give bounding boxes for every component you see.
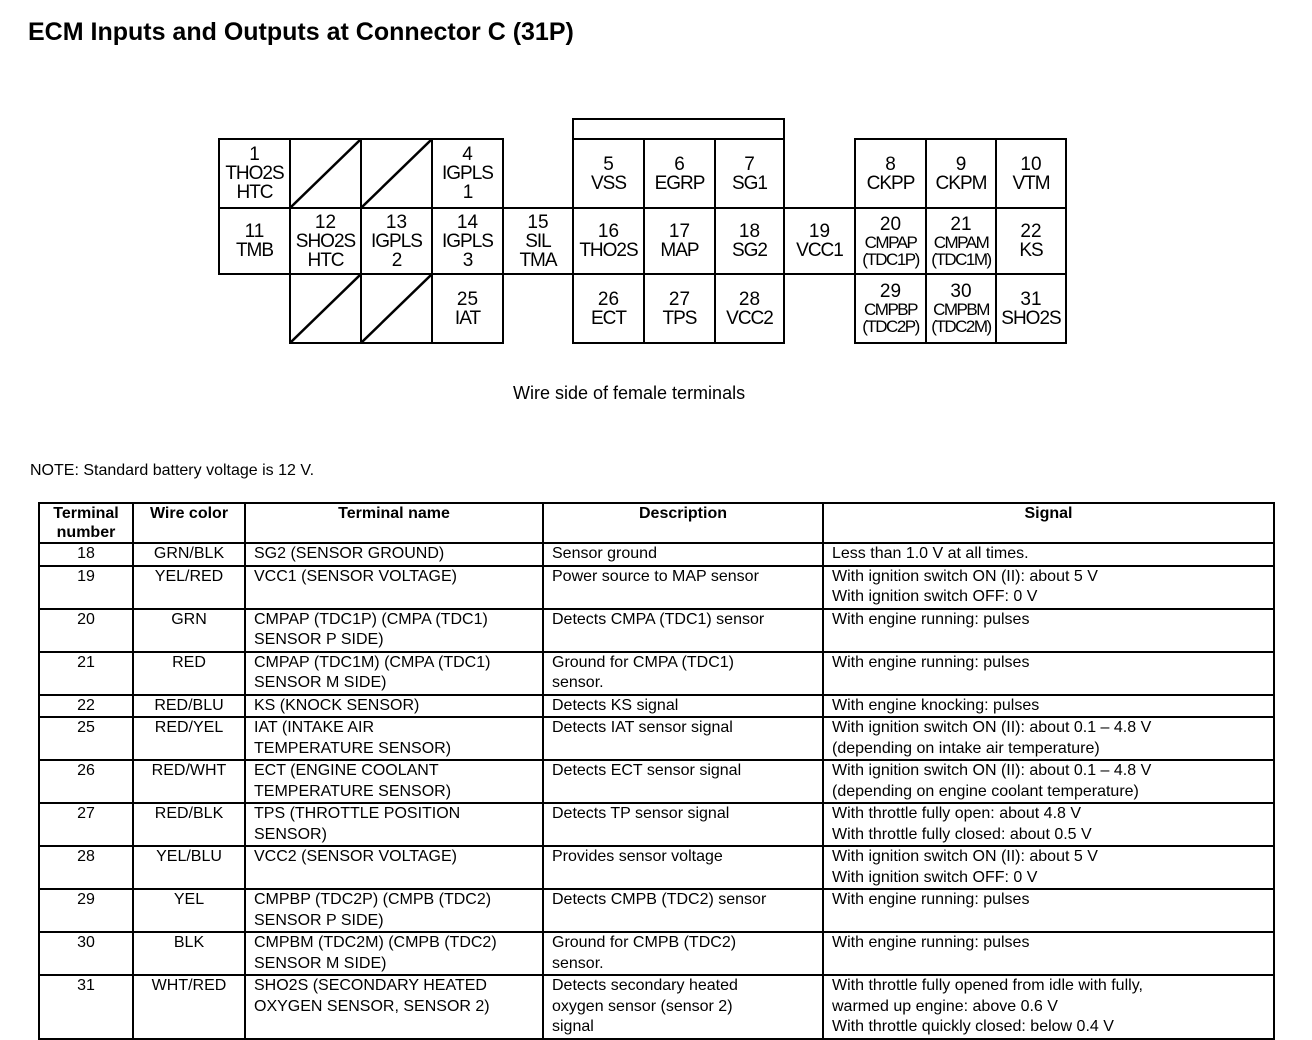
signal-cell-line: With engine running: pulses	[832, 934, 1030, 951]
terminal-number-cell: 18	[39, 543, 133, 566]
table-row	[39, 760, 1274, 803]
signal-cell-line: With engine knocking: pulses	[832, 696, 1040, 714]
blank-cavity	[289, 138, 362, 209]
terminal-27	[643, 273, 716, 344]
terminal-number: 30	[950, 281, 972, 302]
terminal-name-cell-line: SENSOR P SIDE)	[254, 631, 384, 648]
connector-key	[572, 118, 785, 140]
table-row	[39, 543, 1274, 566]
terminal-number: 9	[955, 153, 967, 175]
terminal-number-cell: 30	[39, 932, 133, 975]
terminal-number: 18	[738, 221, 761, 242]
note-text: NOTE: Standard battery voltage is 12 V.	[30, 462, 315, 479]
terminal-label: CMPBP	[864, 300, 917, 319]
terminal-number: 4	[462, 144, 473, 165]
terminal-number: 27	[668, 288, 691, 310]
signal-cell	[823, 846, 1274, 889]
terminal-name-cell	[245, 932, 543, 975]
signal-cell-line: With ignition switch OFF: 0 V	[832, 868, 1038, 886]
description-cell	[543, 846, 823, 889]
table-row	[39, 695, 1274, 718]
terminal-number-cell: 19	[39, 566, 133, 609]
terminal-number: 1	[249, 144, 260, 165]
terminal-name-cell-line: CMPAP (TDC1M) (CMPA (TDC1)	[254, 653, 491, 671]
terminal-11	[218, 207, 291, 275]
description-cell-line: signal	[552, 1018, 594, 1035]
column-header-wire-color: Wire color	[133, 503, 245, 543]
terminal-number-cell: 26	[39, 760, 133, 803]
terminal-name-cell	[245, 803, 543, 846]
signal-cell	[823, 760, 1274, 803]
terminal-number-cell: 22	[39, 695, 133, 718]
terminal-label: HTC	[307, 249, 344, 271]
signal-cell	[823, 695, 1274, 718]
terminal-number-cell: 21	[39, 652, 133, 695]
terminal-label: EGRP	[654, 172, 705, 194]
wire-color-cell: YEL/BLU	[133, 846, 245, 889]
terminal-31	[995, 273, 1067, 344]
signal-cell-line: With engine running: pulses	[832, 891, 1030, 908]
terminal-label: TMB	[235, 240, 274, 261]
terminal-number-cell: 28	[39, 846, 133, 889]
terminal-number: 15	[527, 211, 549, 233]
terminal-label: CKPP	[866, 172, 915, 194]
terminal-name-cell-line: VCC2 (SENSOR VOLTAGE)	[254, 848, 457, 865]
description-cell-line: Ground for CMPA (TDC1)	[552, 653, 734, 671]
terminal-1	[218, 138, 291, 209]
terminal-number-cell: 25	[39, 717, 133, 760]
terminal-name-cell-line: ECT (ENGINE COOLANT	[254, 762, 439, 779]
terminal-label: CMPBM	[933, 300, 989, 319]
terminal-30	[925, 273, 997, 344]
description-cell	[543, 932, 823, 975]
terminal-name-cell	[245, 889, 543, 932]
signal-cell-line: With ignition switch ON (II): about 0.1 – 4.8 V	[832, 762, 1152, 779]
signal-cell-line: With throttle fully opened from idle with fully,	[832, 977, 1143, 994]
terminal-label: CKPM	[935, 172, 987, 194]
signal-cell	[823, 889, 1274, 932]
description-cell	[543, 609, 823, 652]
terminal-name-cell	[245, 609, 543, 652]
table-row	[39, 652, 1274, 695]
terminal-name-cell-line: CMPBP (TDC2P) (CMPB (TDC2)	[254, 891, 492, 908]
column-header-signal: Signal	[823, 503, 1274, 543]
terminal-label: 1	[462, 182, 473, 203]
terminal-name-cell-line: TPS (THROTTLE POSITION	[254, 805, 461, 822]
signal-cell-line: With throttle fully open: about 4.8 V	[832, 805, 1082, 822]
terminal-9	[925, 138, 997, 209]
signal-cell	[823, 652, 1274, 695]
description-cell-line: Power source to MAP sensor	[552, 567, 759, 585]
column-header-terminal-name: Terminal name	[245, 503, 543, 543]
terminal-label: MAP	[660, 240, 699, 261]
description-cell	[543, 760, 823, 803]
terminal-name-cell-line: TEMPERATURE SENSOR)	[254, 782, 452, 800]
table-row	[39, 566, 1274, 609]
signal-cell	[823, 543, 1274, 566]
terminal-label: TPS	[662, 307, 697, 329]
terminal-number: 5	[603, 153, 614, 175]
terminal-number: 13	[385, 211, 408, 233]
terminal-label: SIL	[525, 230, 551, 252]
terminal-name-cell-line: SHO2S (SECONDARY HEATED	[254, 977, 487, 994]
terminal-label: TMA	[519, 249, 557, 271]
terminal-label: (TDC1P)	[862, 249, 919, 269]
terminal-name-cell-line: SENSOR P SIDE)	[254, 911, 384, 929]
description-cell-line: Detects CMPA (TDC1) sensor	[552, 610, 765, 628]
terminal-number: 14	[456, 211, 479, 233]
wire-color-cell: YEL/RED	[133, 566, 245, 609]
wire-color-cell: GRN/BLK	[133, 543, 245, 566]
terminal-16	[572, 207, 645, 275]
terminal-number: 22	[1020, 221, 1042, 242]
terminal-number: 16	[597, 221, 620, 242]
terminal-number-cell: 20	[39, 609, 133, 652]
terminal-number: 8	[885, 153, 896, 175]
terminal-5	[572, 138, 645, 209]
terminal-label: VTM	[1012, 172, 1050, 194]
terminal-name-cell	[245, 652, 543, 695]
terminal-number: 19	[808, 221, 831, 242]
description-cell	[543, 717, 823, 760]
terminal-number: 29	[879, 281, 902, 302]
wire-color-cell: RED/WHT	[133, 760, 245, 803]
terminal-4	[431, 138, 504, 209]
signal-cell-line: With engine running: pulses	[832, 610, 1030, 628]
blank-cavity	[289, 273, 362, 344]
description-cell-line: Detects CMPB (TDC2) sensor	[552, 891, 767, 908]
terminal-label: KS	[1019, 240, 1043, 261]
description-cell-line: Detects secondary heated	[552, 977, 738, 994]
terminal-name-cell-line: TEMPERATURE SENSOR)	[254, 739, 452, 757]
description-cell-line: Detects IAT sensor signal	[552, 719, 733, 736]
wire-color-cell: RED	[133, 652, 245, 695]
terminal-label: 3	[462, 249, 473, 271]
signal-cell-line: Less than 1.0 V at all times.	[832, 545, 1029, 562]
signal-cell	[823, 609, 1274, 652]
wire-color-cell: BLK	[133, 932, 245, 975]
description-cell-line: Detects ECT sensor signal	[552, 762, 742, 779]
table-row	[39, 803, 1274, 846]
signal-cell-line: With ignition switch OFF: 0 V	[832, 588, 1038, 605]
terminal-14	[431, 207, 504, 275]
description-cell-line: oxygen sensor (sensor 2)	[552, 997, 733, 1015]
terminal-10	[995, 138, 1067, 209]
table-row	[39, 889, 1274, 932]
terminal-17	[643, 207, 716, 275]
terminal-number: 6	[674, 153, 685, 175]
terminal-name-cell-line: CMPAP (TDC1P) (CMPA (TDC1)	[254, 610, 488, 628]
terminal-label: IGPLS	[442, 230, 493, 252]
signal-cell	[823, 566, 1274, 609]
description-cell	[543, 695, 823, 718]
wire-color-cell: GRN	[133, 609, 245, 652]
terminal-label: SHO2S	[1001, 307, 1061, 329]
terminal-name-cell-line: SENSOR)	[254, 825, 327, 843]
terminal-number: 25	[456, 288, 479, 310]
terminal-number: 10	[1020, 153, 1042, 175]
terminal-name-cell-line: SG2 (SENSOR GROUND)	[254, 545, 445, 562]
table-row	[39, 932, 1274, 975]
terminal-name-cell-line: IAT (INTAKE AIR	[254, 719, 375, 736]
table-row	[39, 846, 1274, 889]
signal-cell-line: With throttle fully closed: about 0.5 V	[832, 825, 1092, 843]
description-cell-line: Sensor ground	[552, 545, 657, 562]
terminal-name-cell	[245, 975, 543, 1039]
terminal-label: CMPAP	[864, 232, 917, 252]
signal-cell-line: With engine running: pulses	[832, 653, 1030, 671]
terminal-13	[360, 207, 433, 275]
terminal-name-cell-line: VCC1 (SENSOR VOLTAGE)	[254, 567, 457, 585]
terminal-label: ECT	[591, 307, 626, 329]
terminal-name-cell	[245, 760, 543, 803]
terminal-name-cell-line: OXYGEN SENSOR, SENSOR 2)	[254, 997, 490, 1015]
column-header-terminal-number: Terminal number	[39, 503, 133, 543]
terminal-number: 11	[244, 221, 265, 242]
signal-cell	[823, 717, 1274, 760]
terminal-22	[995, 207, 1067, 275]
terminal-label: VCC2	[726, 307, 773, 329]
table-row	[39, 975, 1274, 1039]
table-row	[39, 717, 1274, 760]
terminal-name-cell-line: SENSOR M SIDE)	[254, 954, 387, 972]
terminal-label: IGPLS	[442, 163, 493, 184]
terminal-label: IAT	[454, 307, 481, 329]
signal-cell-line: With ignition switch ON (II): about 5 V	[832, 567, 1098, 585]
description-cell	[543, 975, 823, 1039]
terminal-label: SG1	[731, 172, 768, 194]
description-cell-line: Detects TP sensor signal	[552, 805, 730, 822]
terminal-26	[572, 273, 645, 344]
terminal-name-cell	[245, 846, 543, 889]
terminal-label: CMPAM	[933, 232, 989, 252]
terminal-name-cell	[245, 543, 543, 566]
diagram-caption: Wire side of female terminals	[513, 383, 746, 403]
signal-cell	[823, 932, 1274, 975]
terminal-label: VCC1	[796, 240, 843, 261]
terminal-6	[643, 138, 716, 209]
terminal-label: HTC	[236, 182, 273, 203]
description-cell	[543, 889, 823, 932]
wire-color-cell: WHT/RED	[133, 975, 245, 1039]
terminal-20	[854, 207, 927, 275]
terminal-7	[714, 138, 785, 209]
terminal-name-cell-line: KS (KNOCK SENSOR)	[254, 696, 420, 714]
terminal-label: 2	[391, 249, 402, 271]
terminal-label: IGPLS	[371, 230, 422, 252]
wire-color-cell: RED/YEL	[133, 717, 245, 760]
signal-cell-line: warmed up engine: above 0.6 V	[832, 997, 1058, 1015]
terminal-21	[925, 207, 997, 275]
terminal-29	[854, 273, 927, 344]
terminal-label: SG2	[731, 240, 768, 261]
terminal-label: (TDC2P)	[862, 317, 919, 336]
terminal-number-cell: 29	[39, 889, 133, 932]
terminal-table	[38, 502, 1275, 1040]
terminal-number-cell: 27	[39, 803, 133, 846]
terminal-28	[714, 273, 785, 344]
description-cell	[543, 652, 823, 695]
terminal-number: 31	[1020, 288, 1042, 310]
terminal-name-cell	[245, 566, 543, 609]
terminal-number: 17	[668, 221, 691, 242]
terminal-18	[714, 207, 785, 275]
signal-cell	[823, 975, 1274, 1039]
terminal-number: 12	[314, 211, 337, 233]
terminal-number: 21	[950, 213, 972, 235]
blank-cavity	[360, 273, 433, 344]
terminal-number: 20	[879, 213, 902, 235]
terminal-label: THO2S	[225, 163, 284, 184]
description-cell-line: Provides sensor voltage	[552, 848, 723, 865]
wire-color-cell: YEL	[133, 889, 245, 932]
wire-color-cell: RED/BLK	[133, 803, 245, 846]
signal-cell	[823, 803, 1274, 846]
table-row	[39, 609, 1274, 652]
terminal-name-cell-line: CMPBM (TDC2M) (CMPB (TDC2)	[254, 934, 497, 951]
description-cell	[543, 803, 823, 846]
description-cell-line: Ground for CMPB (TDC2)	[552, 934, 737, 951]
terminal-label: SHO2S	[295, 230, 356, 252]
terminal-name-cell	[245, 717, 543, 760]
wire-color-cell: RED/BLU	[133, 695, 245, 718]
terminal-19	[783, 207, 856, 275]
signal-cell-line: (depending on intake air temperature)	[832, 739, 1100, 757]
terminal-label: THO2S	[579, 240, 638, 261]
description-cell-line: sensor.	[552, 954, 604, 972]
signal-cell-line: (depending on engine coolant temperature)	[832, 782, 1139, 800]
terminal-12	[289, 207, 362, 275]
terminal-name-cell	[245, 695, 543, 718]
terminal-label: (TDC1M)	[931, 249, 991, 269]
terminal-number: 7	[744, 153, 755, 175]
signal-cell-line: With throttle quickly closed: below 0.4 V	[832, 1018, 1114, 1035]
description-cell-line: Detects KS signal	[552, 696, 679, 714]
description-cell	[543, 543, 823, 566]
column-header-description: Description	[543, 503, 823, 543]
description-cell	[543, 566, 823, 609]
page-title: ECM Inputs and Outputs at Connector C (31P)	[28, 18, 574, 46]
terminal-25	[431, 273, 504, 344]
terminal-number-cell: 31	[39, 975, 133, 1039]
signal-cell-line: With ignition switch ON (II): about 5 V	[832, 848, 1098, 865]
terminal-number: 26	[597, 288, 620, 310]
terminal-label: VSS	[590, 172, 627, 194]
blank-cavity	[360, 138, 433, 209]
signal-cell-line: With ignition switch ON (II): about 0.1 – 4.8 V	[832, 719, 1152, 736]
terminal-name-cell-line: SENSOR M SIDE)	[254, 674, 387, 691]
terminal-8	[854, 138, 927, 209]
terminal-15	[502, 207, 574, 275]
terminal-label: (TDC2M)	[931, 317, 991, 336]
terminal-number: 28	[738, 288, 761, 310]
table-header-row	[39, 503, 1274, 543]
description-cell-line: sensor.	[552, 674, 604, 691]
